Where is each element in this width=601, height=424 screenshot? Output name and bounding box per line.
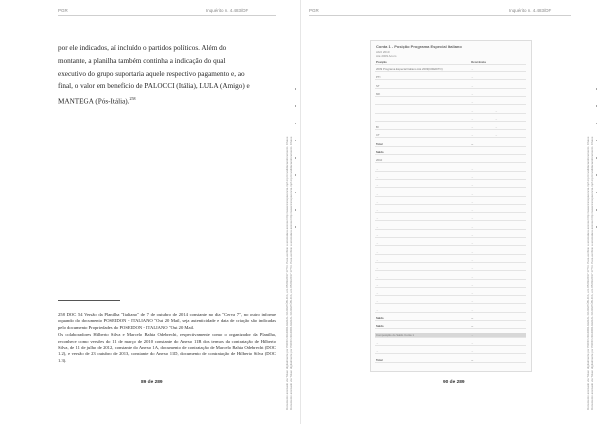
scan-cell-label: ... [376, 233, 379, 237]
scan-cell-value: ... [471, 83, 474, 88]
scan-row [375, 167, 526, 172]
scan-cell-label: ... [376, 291, 379, 296]
scan-row [375, 216, 526, 221]
scan-row [375, 117, 526, 122]
scan-cell-label: ... [376, 266, 379, 271]
scan-row [375, 208, 526, 213]
body-paragraph [58, 42, 276, 108]
scan-cell-label: ... [376, 166, 379, 171]
scan-cell-value: ... [471, 91, 474, 96]
scan-cell-label: ... [376, 183, 379, 188]
scan-cell-value: ... [471, 67, 474, 71]
scan-cell-label: 2009 Programa Especial Italiano Até 2009(CREDITO) [376, 67, 443, 71]
scan-cell-label: ... [376, 208, 379, 213]
body-line: por ele indicados, aí incluído o partidos políticos. Além do [58, 44, 227, 52]
scan-cell-label: ... [376, 249, 379, 254]
scan-row [375, 100, 526, 105]
scan-cell-label: ... [376, 241, 379, 246]
scan-cell-value: ... [471, 316, 474, 320]
body-line: final, o valor em benefício de PALOCCI (Itália), LULA (Amigo) e [58, 82, 250, 91]
scan-row [375, 250, 526, 255]
scan-row [375, 308, 526, 313]
scan-cell-label: Saldo [376, 324, 384, 329]
body-line: montante, a planilha também continha a indicação do qual [58, 56, 226, 65]
scan-cell-label: BI [376, 125, 379, 130]
scan-cell-value: ... [471, 349, 474, 354]
scan-cell-value: ... [471, 183, 474, 188]
scan-cell-label: ... [376, 191, 379, 196]
scan-cell-value: ... [471, 141, 474, 146]
scan-cell-value: ... [471, 266, 474, 271]
body-line-text: MANTEGA (Pós-Itália). [58, 97, 130, 106]
scan-row [375, 192, 526, 197]
running-header-left: PGR [58, 8, 68, 13]
scan-cell-value: ... [471, 357, 474, 362]
signature-sidebar: Documento assinado via Token digitalmente por PROCURADOR-GERAL DA REPÚBLICA, em 05/09/2017 17:53. Para verificar a assinatura acesse http://www.transparencia.mpf.mp.br/validacaodocumento. Chave [590, 136, 594, 410]
scan-cell-value: ... [471, 191, 474, 196]
footnote-separator [58, 300, 120, 301]
scan-row [375, 358, 526, 363]
scan-cell-label: ... [376, 224, 379, 229]
scan-row [375, 258, 526, 263]
scan-row [375, 299, 526, 304]
scan-cell-label: ... [376, 199, 379, 204]
scan-cell-label: 2010 [376, 158, 383, 163]
scan-cell-note: ... [495, 133, 498, 138]
scan-row [375, 225, 526, 230]
footnote-block [58, 312, 276, 365]
scan-row [375, 158, 526, 163]
scan-cell-note: ... [495, 125, 498, 130]
scan-row [375, 283, 526, 288]
scan-cell-value: ... [471, 249, 474, 254]
scan-row [375, 133, 526, 138]
scan-row [375, 84, 526, 89]
scan-cell-value: ... [471, 224, 474, 229]
scan-cell-label: Saldo [376, 316, 384, 320]
scan-row [375, 324, 526, 329]
scan-cell-value: ... [471, 174, 474, 179]
scan-column-header: Posição Ocorrência [375, 60, 526, 65]
page-number: 90 de 289 [443, 380, 465, 385]
scan-row [375, 183, 526, 188]
scan-cell-value: ... [471, 340, 474, 345]
scan-row [375, 266, 526, 271]
running-header-right: Inquérito n. 4.483/DF [509, 8, 552, 13]
scan-row [375, 200, 526, 205]
scan-cell-value: ... [471, 100, 474, 105]
scan-row [375, 275, 526, 280]
scan-row [375, 316, 526, 321]
scan-row [375, 349, 526, 354]
scan-row [375, 92, 526, 97]
scan-cell-label: CT [376, 133, 380, 138]
scanned-spreadsheet [370, 40, 532, 372]
scan-cell-label: Total [376, 357, 383, 362]
running-header-left: PGR [309, 8, 319, 13]
scan-cell-label: ... [376, 349, 379, 354]
scan-cell-label: ... [376, 174, 379, 179]
header-rule [58, 15, 276, 16]
scan-subtitle: Até 2009 Acum [376, 54, 397, 58]
scan-row [375, 75, 526, 80]
scan-cell-label: Total [376, 141, 383, 146]
body-line [58, 93, 276, 108]
scan-row [375, 142, 526, 147]
scan-cell-label: ... [376, 282, 379, 287]
scan-cell-label: ... [376, 340, 379, 345]
scan-cell-value: ... [471, 216, 474, 221]
scan-cell-label: ... [376, 274, 379, 279]
scan-cell-value: ... [471, 208, 474, 213]
signature-sidebar: Documento assinado via Token digitalmente por PROCURADOR-GERAL DA REPÚBLICA, em 05/09/2017 17:53. Para verificar a assinatura acesse http://www.transparencia.mpf.mp.br/validacaodocumento. Chave [285, 136, 289, 410]
scan-row [375, 67, 526, 72]
scan-cell-label: Saldo [376, 150, 384, 154]
footnote-marker[interactable]: 258 [129, 96, 136, 102]
scan-row [375, 150, 526, 155]
scan-cell-label: ... [376, 257, 379, 262]
scan-cell-value: ... [471, 233, 474, 237]
scan-row [375, 341, 526, 346]
scan-cell-note: ... [495, 116, 498, 121]
scan-cell-value: ... [471, 108, 474, 113]
header-rule [309, 15, 571, 16]
scan-row [375, 175, 526, 180]
scan-row [375, 241, 526, 246]
scan-cell-value: ... [471, 125, 474, 130]
scan-cell-label: ... [376, 307, 379, 312]
scan-cell-value: ... [471, 299, 474, 304]
scan-cell-value: ... [471, 75, 474, 80]
scan-cell-label: ... [376, 216, 379, 221]
scan-row [375, 333, 526, 338]
stamp-column [294, 88, 297, 228]
scan-row [375, 125, 526, 130]
scan-cell-note: ... [495, 108, 498, 113]
scan-cell-value: ... [471, 307, 474, 312]
scan-cell-value: ... [471, 291, 474, 296]
scan-row [375, 109, 526, 114]
scan-cell-label: MK [376, 91, 381, 96]
footnote-entry: 258 DOC 54 Versão da Planilha "Italiano" de 7 de outubro de 2014 constante no dia "Cerva 7", no outro informe oquando do documento POSEIDON - ITALIANO "Out 20 Mail, seja autenticidade e data de criação são indicadas pelo documento Propriedades do POSEIDON - ITALIANO "Out 20 Mail. [58, 312, 276, 330]
scan-cell-value: ... [471, 166, 474, 171]
scan-cell-value: ... [471, 332, 474, 337]
scan-row [375, 291, 526, 296]
document-page-left [0, 0, 300, 424]
scan-cell-value: ... [471, 282, 474, 287]
signature-sidebar: Documento assinado via Token digitalmente por PROCURADOR-GERAL DA REPÚBLICA, em 05/09/2017 17:53. Para verificar a assinatura acesse http://www.transparencia.mpf.mp.br/validacaodocumento. Chave [586, 136, 590, 410]
scan-cell-label: Composição do Saldo Conta 1 [376, 332, 414, 337]
scan-cell-value: ... [471, 257, 474, 262]
page-number: 89 de 289 [141, 380, 163, 385]
scan-cell-value: ... [471, 274, 474, 279]
scan-title: Conta 1 - Posição Programa Especial Italiano [376, 44, 462, 49]
body-line: executivo do grupo suportaria aquele respectivo pagamento e, ao [58, 69, 245, 78]
scan-cell-value: ... [471, 199, 474, 204]
scan-cell-value: ... [471, 241, 474, 246]
scan-cell-value: ... [471, 324, 474, 329]
scan-cell-value: ... [471, 116, 474, 121]
scan-subtitle: Abril 2010 [376, 50, 390, 54]
footnote-entry: Os colaboradores Hilberto Silva e Marcelo Bahia Odebrecht, respectivamente como o organizador da Planilha, reconhece como versões do 11 de março de 2010 constante do Anexo 11B dos termos da contratação de Hilberto Silva, de 11 de julho de 2012, constante do Anexo 1A, documento de contratação de Marcelo Bahia Odebrecht (DOC 1.2), e versão de 23 outubro de 2013, constante do Anexo 11D, documento de contratação de Hilberto Silva (DOC 1.3). [58, 332, 276, 363]
stamp-column [595, 88, 598, 228]
scan-cell-label: ST [376, 83, 380, 88]
scan-cell-value: ... [471, 133, 474, 138]
scan-cell-label: ... [376, 299, 379, 304]
scan-row [375, 233, 526, 238]
running-header-right: Inquérito n. 4.483/DF [206, 8, 249, 13]
scan-cell-label: PTI [376, 75, 381, 80]
signature-sidebar: Documento assinado via Token digitalmente por PROCURADOR-GERAL DA REPÚBLICA, em 05/09/2017 17:53. Para verificar a assinatura acesse http://www.transparencia.mpf.mp.br/validacaodocumento. Chave [289, 136, 293, 410]
